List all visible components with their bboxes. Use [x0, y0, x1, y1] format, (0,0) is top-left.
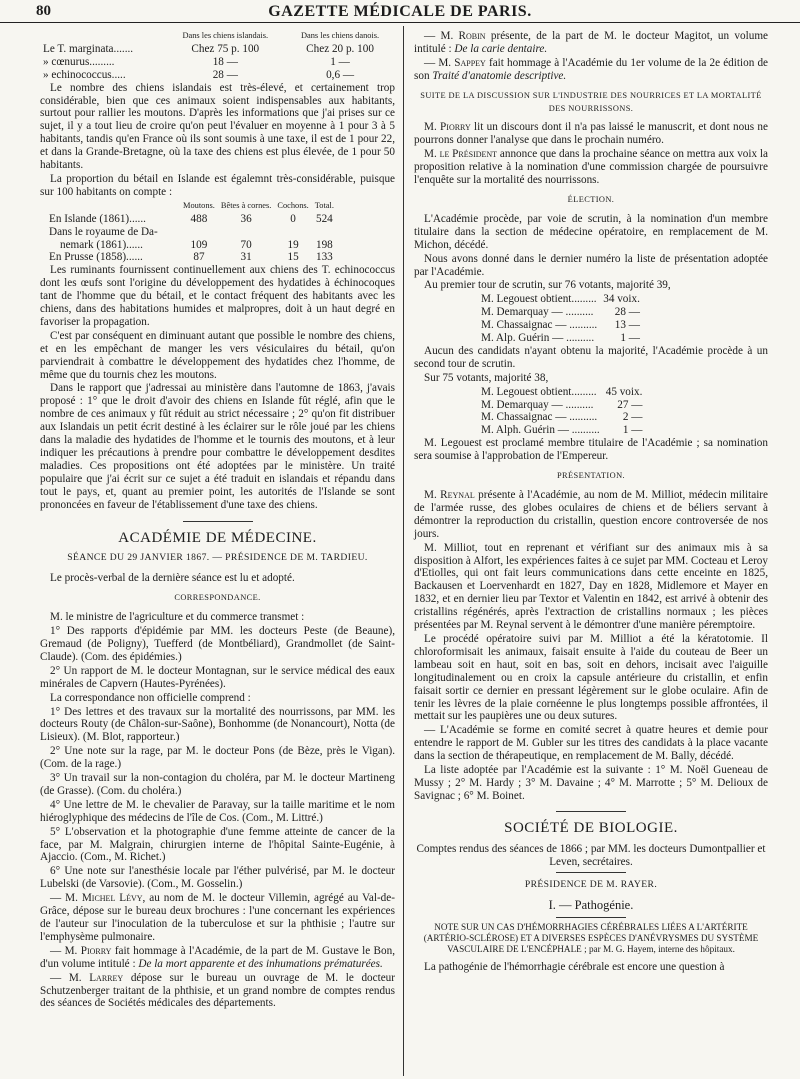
- votes: 28 —: [614, 306, 640, 319]
- speaker-name: M. le Président: [424, 148, 498, 161]
- row-label: En Prusse (1858)......: [49, 251, 143, 264]
- table-cell: 36: [240, 212, 252, 225]
- paragraph: [40, 972, 395, 1011]
- left-column: [40, 30, 395, 1011]
- speaker-name: — M. Larrey: [50, 971, 124, 984]
- paragraph: Dans le rapport que j'adressai au ministère dans l'automne de 1863, j'avais proposé : 1° que le droit d'avoir des chiens en Islande fût réglé, afin que le nombre de ces animaux y fût réduit au strict nécessaire ; 2° qu'on fit distribuer aux Islandais un petit écrit destiné à les éclairer sur le rôle joué par les chiens dans la maladie des hydatides de l'homme et le tournis des moutons, et à leur indiquer les précautions à prendre pour combattre le développement desdites maladies. Ces propositions ont été adoptées par le ministère. Un traité populaire que j'ai écrit sur ce sujet a été traduit en islandais et répandu dans tout le pays, et, quant au premier point, les autorités de l'Islande se sont prononcées en faveur de l'établissement d'une taxe des chiens.: [40, 382, 395, 511]
- votes: 1 —: [622, 424, 643, 437]
- table-cell: 28 —: [212, 68, 238, 81]
- paragraph: La proportion du bétail en Islande est égalemnt très-considérable, puisque sur 100 habitants on compte :: [40, 172, 395, 198]
- table-row: [478, 411, 645, 424]
- paragraph-text: dépose sur le bureau un ouvrage de M. le docteur Schutzenberger traitant de la phthisie, et un grand nombre de comptes rendus des séances de Sociétés médicales des départements.: [40, 971, 395, 1010]
- paragraph: 1° Des lettres et des travaux sur la mortalité des nourrissons, par MM. les docteurs Routy (de Châlon-sur-Saône), Bonhomme (de Nonancourt), Notta (de Lisieux). (M. Blot, rapporteur.): [40, 705, 395, 744]
- row-label: » echinococcus.....: [43, 68, 126, 81]
- speaker-name: M. Piorry: [424, 121, 471, 134]
- paragraph: [414, 30, 768, 56]
- candidate: M. Alph. Guérin — ..........: [481, 424, 600, 437]
- paragraph: Nous avons donné dans le dernier numéro la liste de présentation adoptée par l'Académie.: [414, 252, 768, 278]
- row-label: Dans le royaume de Da-: [49, 225, 158, 238]
- table-row: [46, 251, 337, 264]
- paragraph: Le procédé opératoire suivi par M. Milliot a été la kératotomie. Il chloroformisait les animaux, faisait ensuite à l'aide du couteau de Beer un lambeau soit en haut, soit en bas, soit en dehors, incisait avec l'aiguille longitudinalement ou en croix la capsule antérieure du cristallin, et enfin faisait sortir ce dernier en pressant légèrement sur le globe oculaire. Afin de tenir les lèvres de la plaie cornéenne le plus longtemps possible affrontées, il mettait sur les paupières une ou deux sutures.: [414, 632, 768, 723]
- presidency-heading: PRÉSIDENCE DE M. RAYER.: [524, 879, 658, 891]
- column-divider: [403, 26, 404, 1076]
- column-header: Dans les chiens danois.: [300, 31, 380, 40]
- paragraph-text: lit un discours dont il n'a pas laissé le manuscrit, et dont nous ne pourrons donner l'analyse que dans le prochain numéro.: [414, 121, 768, 147]
- votes: 1 —: [620, 332, 640, 345]
- paragraph: La liste adoptée par l'Académie est la suivante : 1° M. Noël Gueneau de Mussy ; 2° M. Hardy ; 3° M. Davaine ; 4° M. Marrotte ; 5° M. Delioux de Savignac ; 6° M. Boinet.: [414, 764, 768, 802]
- livestock-table: [46, 200, 337, 265]
- paragraph: 1° Des rapports d'épidémie par MM. les docteurs Peste (de Beaune), Gremaud (de Poligny), Tuefferd (de Montbéliard), Grandmollet (de Saint-Claude). (Com. des épidémies.): [40, 625, 395, 663]
- table-cell: 0: [290, 212, 296, 225]
- paragraph: 5° L'observation et la photographie d'une femme atteinte de cancer de la face, par M. Malgrain, chirurgien interne de l'hôpital Sainte-Eugénie, à Ajaccio. (Com., M. Richet.): [40, 825, 395, 864]
- paragraph: [414, 489, 768, 541]
- paragraph: [40, 892, 395, 944]
- vote-table: [478, 386, 645, 438]
- subtitle: Comptes rendus des séances de 1866 ; par MM. les docteurs Dumontpallier et Leven, secrétaires.: [416, 842, 766, 868]
- paragraph: 4° Une lettre de M. le chevalier de Paravay, sur la taille maritime et le nom hiéroglyphique des médecins de l'île de Cos. (Com., M. Littré.): [40, 798, 395, 824]
- paragraph: 2° Un rapport de M. le docteur Montagnan, sur le service médical des eaux minérales de Capvern (Hautes-Pyrénées).: [40, 664, 395, 690]
- paragraph: Le procès-verbal de la dernière séance est lu et adopté.: [50, 572, 295, 585]
- table-cell: 31: [240, 251, 252, 264]
- paragraph: 2° Une note sur la rage, par M. le docteur Pons (de Bèze, près le Vigan). (Com. de la rage.): [40, 745, 395, 771]
- table-cell: 133: [315, 251, 333, 264]
- table-row: [478, 319, 643, 332]
- paragraph: 6° Une note sur l'anesthésie locale par l'éther pulvérisé, par M. le docteur Lubelski (de Varsovie). (Com., M. Gosselin.): [40, 865, 395, 891]
- divider: [183, 521, 253, 522]
- paragraph: La correspondance non officielle comprend :: [50, 691, 251, 704]
- table-cell: 18 —: [212, 55, 238, 68]
- book-title: De la mort apparente et des inhumations prématurées.: [138, 957, 383, 970]
- table-cell: 87: [193, 251, 205, 264]
- speaker-name: — M. Michel Lévy,: [50, 892, 146, 905]
- table-cell: 198: [315, 238, 333, 251]
- column-header: Bêtes à cornes.: [220, 200, 272, 210]
- votes: 45 voix.: [605, 385, 643, 398]
- paragraph: [40, 945, 395, 971]
- subsection-heading: ÉLECTION.: [567, 194, 615, 204]
- publication-title: GAZETTE MÉDICALE DE PARIS.: [268, 3, 532, 20]
- paragraph: Aucun des candidats n'ayant obtenu la majorité, l'Académie procède à un second tour de scrutin.: [414, 344, 768, 370]
- paragraph: Sur 75 votants, majorité 38,: [424, 371, 549, 384]
- page-number: 80: [36, 3, 51, 19]
- candidate: M. Chassaignac — ..........: [481, 319, 598, 332]
- paragraph-text: fait hommage à l'Académie du 1er volume de la 2e édition de son: [414, 56, 768, 82]
- paragraph: C'est par conséquent en diminuant autant que possible le nombre des chiens, et en les empêchant de manger les vers vésiculaires du bétail, qu'on parviendrait à combattre le développement des hydatides chez l'homme, de même que du tournis chez les moutons.: [40, 329, 395, 381]
- table-row: [478, 424, 645, 437]
- table-row: [40, 43, 395, 56]
- session-heading: SÉANCE DU 29 JANVIER 1867. — PRÉSIDENCE DE M. TARDIEU.: [67, 552, 368, 564]
- votes: 34 voix.: [603, 293, 640, 306]
- table-cell: 524: [315, 212, 333, 225]
- table-cell: 109: [190, 238, 208, 251]
- candidate: M. Legouest obtient.........: [481, 385, 597, 398]
- table-row: [478, 399, 645, 412]
- paragraph: La pathogénie de l'hémorrhagie cérébrale est encore une question à: [424, 961, 725, 974]
- row-label: Le T. marginata.......: [43, 42, 134, 55]
- table-cell: 1 —: [330, 55, 350, 68]
- paragraph: Le nombre des chiens islandais est très-élevé, et certainement trop considérable, bien que ces animaux soient indispensables aux habitants, surtout pour rallier les moutons. D'après les informations que j'ai prises sur ce sujet, il y a tout lieu de croire qu'on peut l'évaluer en moyenne à 1 pour 3 à 5 habitants, tandis qu'en France où ils sont soumis à une taxe, il est de 1 pour 22, et dans la Grande-Bretagne, où la taxe des chiens est plus élevée, de 1 pour 50 habitants.: [40, 81, 395, 172]
- candidate: M. Demarquay — ..........: [481, 306, 594, 319]
- speaker-name: — M. Robin: [424, 30, 486, 42]
- candidate: M. Demarquay — ..........: [481, 398, 594, 411]
- paragraph: L'Académie procède, par voie de scrutin, à la nomination d'un membre titulaire dans la section de médecine opératoire, en remplacement de M. Michon, décédé.: [414, 212, 768, 251]
- section-title: SOCIÉTÉ DE BIOLOGIE.: [504, 819, 678, 836]
- paragraph: M. le ministre de l'agriculture et du commerce transmet :: [50, 611, 305, 624]
- votes: 2 —: [622, 411, 643, 424]
- table-cell: 488: [190, 212, 208, 225]
- paragraph-text: présente à l'Académie, au nom de M. Milliot, médecin militaire de l'armée russe, des globes oculaires de chiens et de béliers servant à démontrer la reproduction du cristallin, question encore controversée de nos jours.: [414, 489, 768, 540]
- note-heading: NOTE SUR UN CAS D'HÉMORRHAGIES CÉRÉBRALES LIÉES A L'ARTÉRITE (ARTÉRIO-SCLÉROSE) ET A DIVERSES ESPÈCES D'ANÉVRYSMES DU SYSTÈME VASCULAIRE DE L'ENCÉPHALE ; par M. G. Hayem, interne des hôpitaux.: [423, 922, 759, 955]
- votes: 27 —: [617, 398, 643, 411]
- subsection-heading: PRÉSENTATION.: [556, 471, 626, 481]
- table-row: [46, 213, 337, 226]
- paragraph: M. Milliot, tout en reprenant et vérifiant sur des animaux mis à sa disposition à Alfort, les expériences faites à ce sujet par MM. Cocteau et Leroy d'Etiolles, qui ont fait leurs communications dans cette enceinte en 1825, Backausen et Loervenhardt en 1827, Day en 1828, Midlemore et Mayer en 1832, et en dernier lieu par Textor et Valentin en 1842, est arrivé à obtenir des cristallins régénérés, après l'extraction de cristallins normaux ; les pièces présentées par M. Reynal servent à le démontrer d'une manière péremptoire.: [414, 541, 768, 632]
- table-cell: 19: [287, 238, 299, 251]
- paragraph-text: fait hommage à l'Académie, de la part de M. Gustave le Bon, d'un volume intitulé :: [40, 944, 396, 970]
- paragraph-text: au nom de M. le docteur Villemin, agrégé au Val-de-Grâce, dépose sur le bureau deux brochures : l'une concernant les expériences de l'auteur sur l'inoculation de la tuberculose et sur la phthisie ; l'autre sur l'emphysème pulmonaire.: [40, 892, 395, 943]
- column-header: Cochons.: [277, 200, 309, 210]
- candidate: M. Alp. Guérin — ..........: [481, 332, 595, 345]
- parasite-table: [40, 30, 395, 82]
- table-cell: 0,6 —: [326, 68, 355, 81]
- paragraph: [414, 148, 768, 187]
- table-row: [478, 386, 645, 399]
- paragraph: Au premier tour de scrutin, sur 76 votants, majorité 39,: [424, 279, 671, 292]
- table-row: [46, 226, 337, 239]
- vote-table: [478, 293, 643, 345]
- table-cell: 15: [287, 251, 299, 264]
- column-header: Moutons.: [183, 200, 215, 210]
- paragraph: M. Legouest est proclamé membre titulaire de l'Académie ; sa nomination sera soumise à l'approbation de l'Empereur.: [414, 437, 768, 463]
- subsection-heading: CORRESPONDANCE.: [174, 593, 261, 603]
- divider: [556, 872, 626, 873]
- table-cell: 70: [240, 238, 252, 251]
- table-row: [478, 332, 643, 345]
- speaker-name: M. Reynal: [424, 489, 475, 501]
- table-row: [40, 56, 395, 69]
- divider: [556, 811, 626, 812]
- subsection-heading: SUITE DE LA DISCUSSION SUR L'INDUSTRIE DES NOURRICES ET LA MORTALITÉ DES NOURRISSONS.: [420, 90, 762, 113]
- divider: [556, 917, 626, 918]
- table-row: [478, 293, 643, 306]
- paragraph: 3° Un travail sur la non-contagion du choléra, par M. le docteur Martineng (de Grasse). (Com. du choléra.): [40, 772, 395, 797]
- row-label: nemark (1861)......: [60, 238, 143, 251]
- votes: 13 —: [614, 319, 640, 332]
- paragraph: [414, 57, 768, 83]
- paragraph-text: présente, de la part de M. le docteur Magitot, un volume intitulé :: [414, 30, 768, 55]
- column-header: Total.: [314, 200, 334, 210]
- paragraph: Les ruminants fournissent continuellement aux chiens des T. echinococcus dont les œufs sont l'origine du développement des hydatides à échinocoques tant de l'homme que du bétail, et le contact fréquent des habitants avec les chiens, dans des habitations humides et malpropres, doit à un haut degré en favoriser la propagation.: [40, 264, 395, 328]
- section-title: ACADÉMIE DE MÉDECINE.: [118, 529, 317, 546]
- column-header: Dans les chiens islandais.: [182, 31, 269, 40]
- right-column: [414, 30, 768, 975]
- table-row: [46, 239, 337, 252]
- row-label: » cœnurus.........: [43, 55, 115, 68]
- table-row: [478, 306, 643, 319]
- book-title: De la carie dentaire.: [454, 42, 548, 55]
- paragraph: — L'Académie se forme en comité secret à quatre heures et demie pour entendre le rapport de M. Gubler sur les titres des candidats à la place vacante dans la section de thérapeutique, en remplacement de M. Bally, décédé.: [414, 724, 768, 763]
- speaker-name: — M. Sappey: [424, 56, 486, 69]
- book-title: Traité d'anatomie descriptive.: [432, 69, 567, 82]
- paragraph: [414, 121, 768, 147]
- row-label: En Islande (1861)......: [49, 212, 146, 225]
- speaker-name: — M. Piorry: [50, 944, 112, 957]
- candidate: M. Chassaignac — ..........: [481, 411, 598, 424]
- page-header: [0, 0, 800, 23]
- part-heading: I. — Pathogénie.: [548, 898, 634, 913]
- paragraph-text: annonce que dans la prochaine séance on mettra aux voix la proposition relative à la nomination d'une commission chargée de poursuivre l'enquête sur la mortalité des nourrissons.: [414, 148, 768, 187]
- table-cell: Chez 20 p. 100: [306, 42, 374, 55]
- table-cell: Chez 75 p. 100: [191, 42, 260, 55]
- table-row: [40, 69, 395, 82]
- candidate: M. Legouest obtient.........: [481, 293, 597, 306]
